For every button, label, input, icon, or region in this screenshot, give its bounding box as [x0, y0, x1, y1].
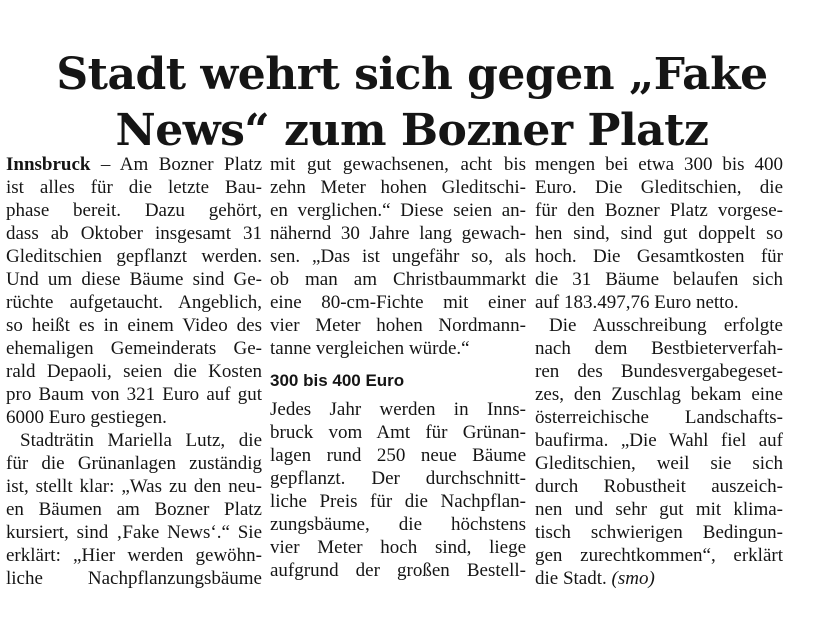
paragraph-line: die 31 Bäume belaufen sich: [535, 269, 783, 290]
paragraph-line: Jedes Jahr werden in Inns-: [270, 399, 526, 420]
author-initials: (smo): [611, 568, 655, 589]
paragraph-line: sen. „Das ist ungefähr so, als: [270, 246, 526, 267]
paragraph-line: rald Depaoli, seien die Kosten: [6, 361, 262, 382]
closing-text: die Stadt.: [535, 568, 612, 589]
paragraph-line: [535, 567, 783, 590]
headline-line-2: News“ zum Bozner Platz: [115, 105, 709, 157]
paragraph-line: lagen rund 250 neue Bäume: [270, 445, 526, 466]
paragraph-line: Gleditschien, weil sie sich: [535, 453, 783, 474]
subheading: 300 bis 400 Euro: [270, 371, 405, 390]
paragraph-line: zungsbäume, die höchstens: [270, 514, 526, 535]
dateline: Innsbruck: [6, 154, 91, 175]
paragraph-line: zehn Meter hohen Gleditschi-: [270, 177, 526, 198]
paragraph-line: Und um diese Bäume sind Ge-: [6, 269, 262, 290]
paragraph-line: ob man am Christbaummarkt: [270, 269, 526, 290]
paragraph-line: vier Meter hoch sind, liege: [270, 537, 526, 558]
paragraph-line: tanne vergleichen würde.“: [270, 338, 470, 359]
paragraph-line: hen sind, sind gut doppelt so: [535, 223, 783, 244]
paragraph-line: 6000 Euro gestiegen.: [6, 407, 167, 428]
paragraph-line: rüchte aufgetaucht. Angeblich,: [6, 292, 262, 313]
paragraph-line: Die Ausschreibung erfolgte: [549, 315, 783, 336]
paragraph-line: für den Bozner Platz vorgese-: [535, 200, 783, 221]
paragraph-line: erklärt: „Hier werden gewöhn-: [6, 545, 262, 566]
paragraph-line: phase bereit. Dazu gehört,: [6, 200, 262, 221]
paragraph-line: baufirma. „Die Wahl fiel auf: [535, 430, 783, 451]
paragraph-line: österreichische Landschafts-: [535, 407, 783, 428]
article-column-1: [6, 153, 262, 590]
paragraph-line: tisch schwierigen Bedingun-: [535, 522, 783, 543]
paragraph-line: Euro. Die Gleditschien, die: [535, 177, 783, 198]
lead-text: – Am Bozner Platz: [90, 154, 262, 175]
paragraph-line: gen zurechtkommen“, erklärt: [535, 545, 783, 566]
paragraph-line: en Bäumen am Bozner Platz: [6, 499, 262, 520]
paragraph-line: ren des Bundesvergabegeset-: [535, 361, 783, 382]
paragraph-line: für die Grünanlagen zuständig: [6, 453, 262, 474]
paragraph-line: mengen bei etwa 300 bis 400: [535, 154, 783, 175]
paragraph-line: hoch. Die Gesamtkosten für: [535, 246, 783, 267]
paragraph-line: ehemaligen Gemeinderats Ge-: [6, 338, 262, 359]
paragraph-line: [6, 153, 262, 176]
article-column-2: [270, 153, 526, 582]
paragraph-line: liche Nachpflanzungsbäume: [6, 568, 262, 589]
paragraph-line: dass ab Oktober insgesamt 31: [6, 223, 262, 244]
headline: [0, 47, 824, 159]
paragraph-line: ist, stellt klar: „Was zu den neu-: [6, 476, 262, 497]
paragraph-line: liche Preis für die Nachpflan-: [270, 491, 526, 512]
paragraph-line: en verglichen.“ Diese seien an-: [270, 200, 526, 221]
paragraph-line: Stadträtin Mariella Lutz, die: [20, 430, 262, 451]
paragraph-line: zes, den Zuschlag bekam eine: [535, 384, 783, 405]
paragraph-line: so heißt es in einem Video des: [6, 315, 262, 336]
paragraph-line: nach dem Bestbieterverfah-: [535, 338, 783, 359]
paragraph-line: pro Baum von 321 Euro auf gut: [6, 384, 262, 405]
paragraph-line: auf 183.497,76 Euro netto.: [535, 292, 739, 313]
paragraph-line: kursiert, sind ‚Fake News‘.“ Sie: [6, 522, 262, 543]
paragraph-line: durch Robustheit auszeich-: [535, 476, 783, 497]
paragraph-line: aufgrund der großen Bestell-: [270, 560, 526, 581]
headline-line-1: Stadt wehrt sich gegen „Fake: [56, 49, 768, 101]
paragraph-line: mit gut gewachsenen, acht bis: [270, 154, 526, 175]
article-column-3: [535, 153, 783, 590]
paragraph-line: ist alles für die letzte Bau-: [6, 177, 262, 198]
paragraph-line: nen und sehr gut mit klima-: [535, 499, 783, 520]
paragraph-line: eine 80-cm-Fichte mit einer: [270, 292, 526, 313]
paragraph-line: nähernd 30 Jahre lang gewach-: [270, 223, 526, 244]
paragraph-line: vier Meter hohen Nordmann-: [270, 315, 526, 336]
paragraph-line: Gleditschien gepflanzt werden.: [6, 246, 262, 267]
paragraph-line: gepflanzt. Der durchschnitt-: [270, 468, 526, 489]
paragraph-line: bruck vom Amt für Grünan-: [270, 422, 526, 443]
